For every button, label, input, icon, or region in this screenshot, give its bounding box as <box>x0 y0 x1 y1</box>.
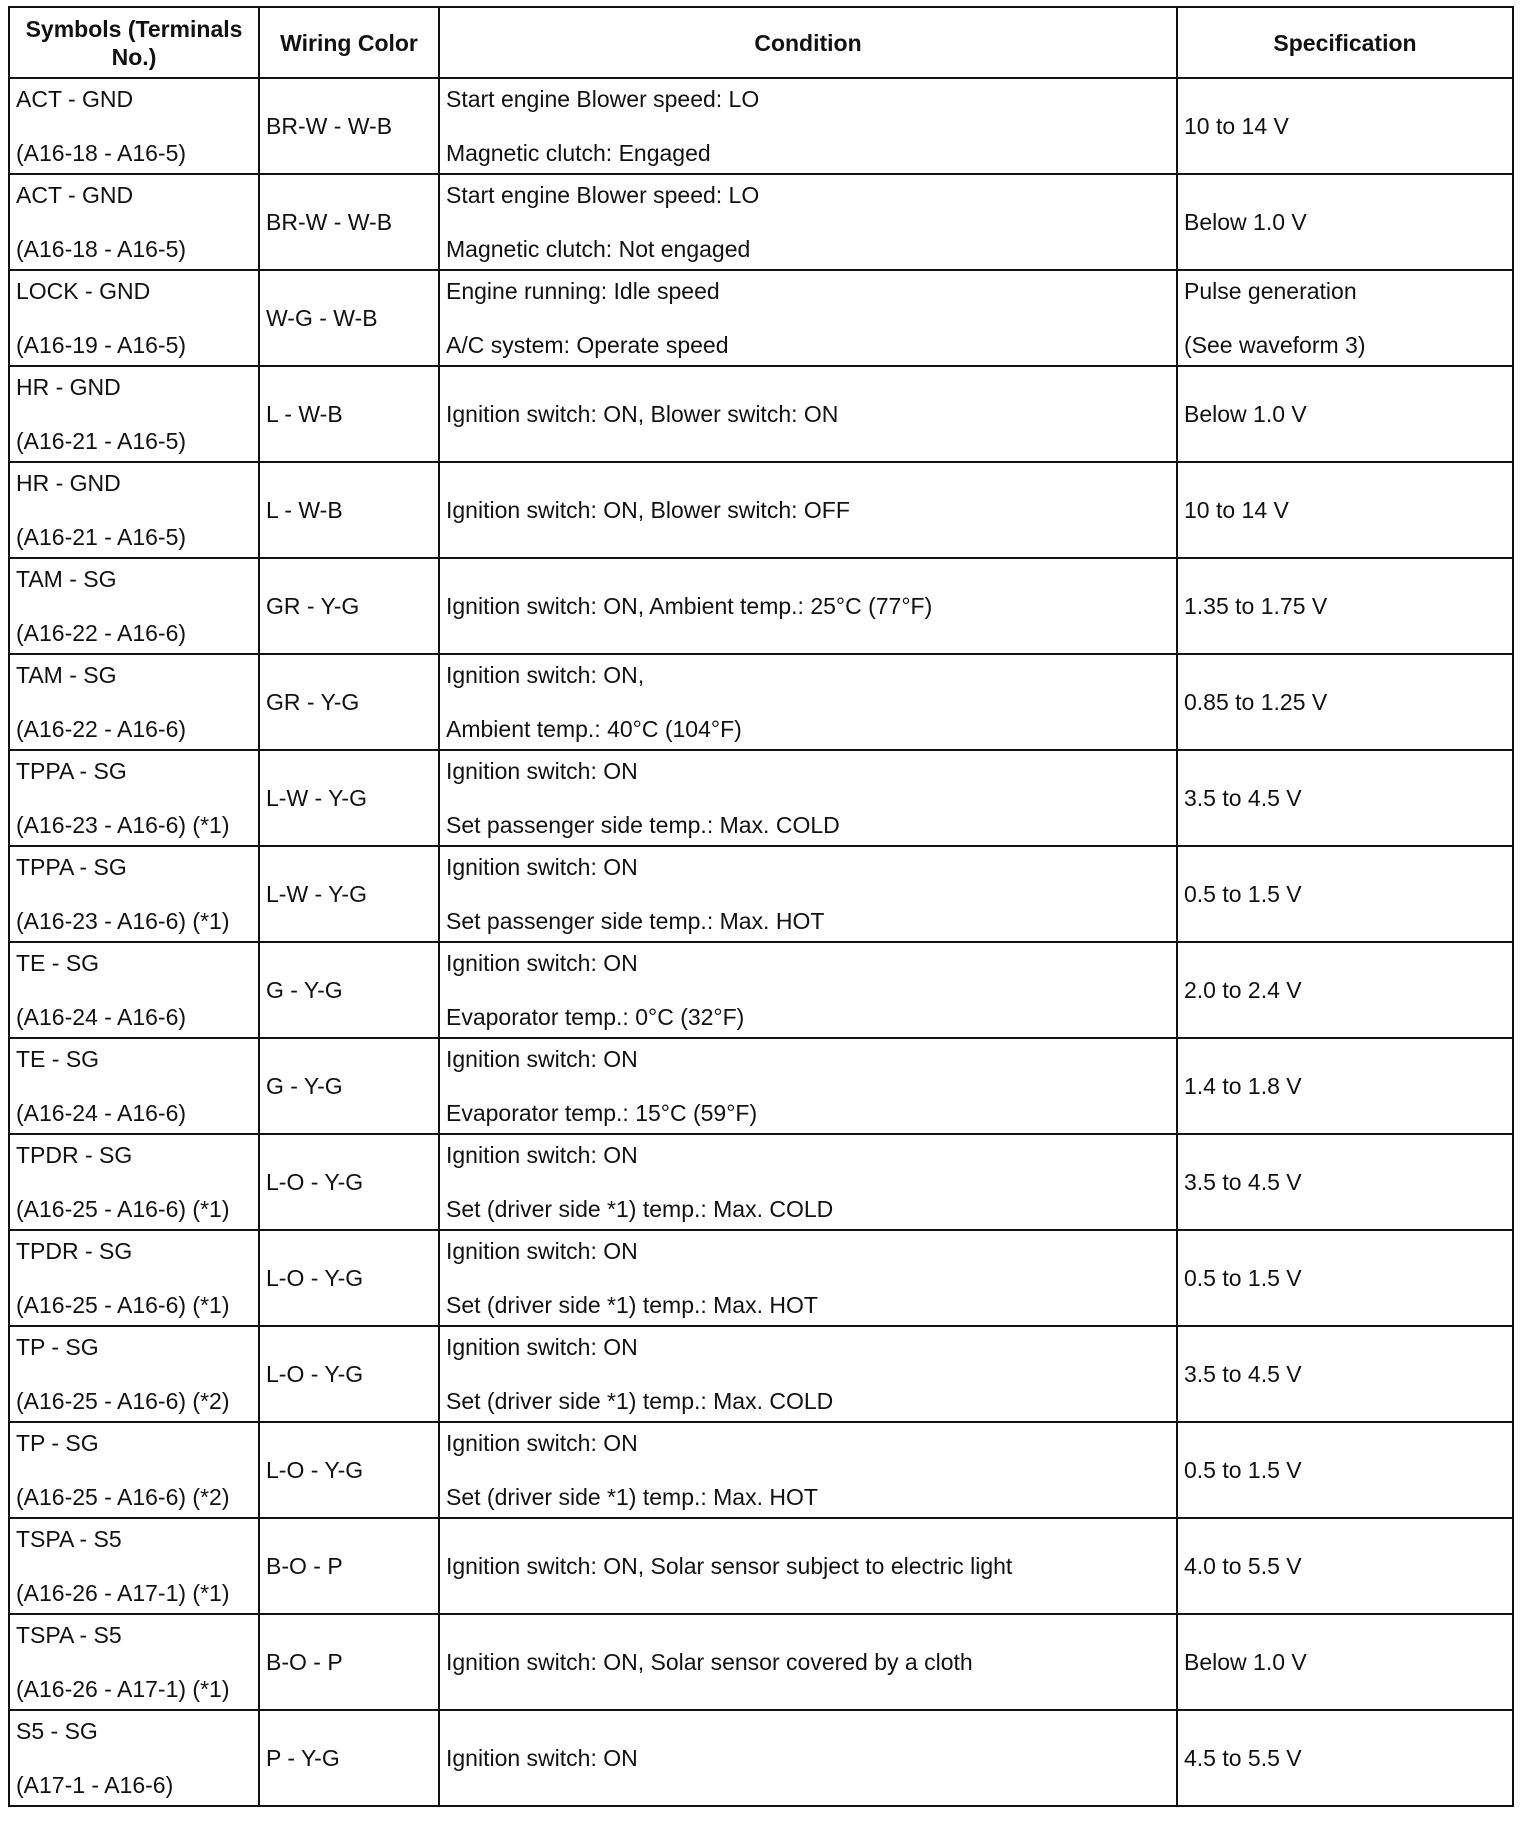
cell-wiring-color <box>259 1134 439 1230</box>
table-row <box>9 462 1513 558</box>
condition-line-1: Ignition switch: ON <box>446 1238 638 1264</box>
condition-line-1: Ignition switch: ON, Solar sensor covered by a cloth <box>446 1649 973 1675</box>
cell-wiring-color <box>259 78 439 174</box>
specification-line-1: 2.0 to 2.4 V <box>1184 977 1302 1003</box>
table-row <box>9 942 1513 1038</box>
wiring-color-line-1: GR - Y-G <box>266 689 360 715</box>
cell-condition <box>439 1422 1177 1518</box>
cell-condition <box>439 174 1177 270</box>
symbols-line-1: TPPA - SG <box>16 854 127 880</box>
header-symbols: Symbols (Terminals No.) <box>9 7 259 78</box>
symbols-line-1: TP - SG <box>16 1430 99 1456</box>
table-row <box>9 270 1513 366</box>
symbols-line-2: (A16-22 - A16-6) <box>16 716 187 742</box>
table-row <box>9 1710 1513 1806</box>
wiring-color-line-1: L-O - Y-G <box>266 1361 364 1387</box>
symbols-line-2: (A16-23 - A16-6) (*1) <box>16 908 230 934</box>
table-row <box>9 558 1513 654</box>
cell-wiring-color <box>259 558 439 654</box>
condition-line-2: Magnetic clutch: Engaged <box>446 140 711 166</box>
specification-line-1: Below 1.0 V <box>1184 1649 1307 1675</box>
cell-symbols <box>9 78 259 174</box>
cell-specification <box>1177 1614 1513 1710</box>
symbols-line-2: (A16-18 - A16-5) <box>16 236 187 262</box>
cell-wiring-color <box>259 654 439 750</box>
symbols-line-1: S5 - SG <box>16 1718 98 1744</box>
table-row <box>9 1518 1513 1614</box>
cell-specification <box>1177 846 1513 942</box>
condition-line-1: Engine running: Idle speed <box>446 278 720 304</box>
table-row <box>9 846 1513 942</box>
condition-line-1: Ignition switch: ON <box>446 1046 638 1072</box>
cell-condition <box>439 78 1177 174</box>
symbols-line-2: (A16-25 - A16-6) (*1) <box>16 1292 230 1318</box>
table-row <box>9 1038 1513 1134</box>
wiring-color-line-1: BR-W - W-B <box>266 113 393 139</box>
wiring-color-line-1: BR-W - W-B <box>266 209 393 235</box>
condition-line-1: Ignition switch: ON <box>446 1142 638 1168</box>
symbols-line-1: HR - GND <box>16 470 121 496</box>
cell-condition <box>439 366 1177 462</box>
specification-line-1: 0.5 to 1.5 V <box>1184 881 1302 907</box>
symbols-line-2: (A16-25 - A16-6) (*1) <box>16 1196 230 1222</box>
cell-specification <box>1177 270 1513 366</box>
symbols-line-1: TAM - SG <box>16 566 117 592</box>
cell-specification <box>1177 1230 1513 1326</box>
wiring-color-line-1: W-G - W-B <box>266 305 378 331</box>
wiring-color-line-1: B-O - P <box>266 1649 343 1675</box>
table-row <box>9 1326 1513 1422</box>
condition-line-2: Set (driver side *1) temp.: Max. HOT <box>446 1292 818 1318</box>
cell-symbols <box>9 846 259 942</box>
cell-wiring-color <box>259 174 439 270</box>
cell-specification <box>1177 1518 1513 1614</box>
cell-symbols <box>9 1518 259 1614</box>
symbols-line-2: (A16-25 - A16-6) (*2) <box>16 1388 230 1414</box>
wiring-color-line-1: G - Y-G <box>266 1073 343 1099</box>
symbols-line-2: (A16-25 - A16-6) (*2) <box>16 1484 230 1510</box>
cell-wiring-color <box>259 1230 439 1326</box>
cell-symbols <box>9 462 259 558</box>
cell-specification <box>1177 174 1513 270</box>
condition-line-1: Ignition switch: ON, Blower switch: OFF <box>446 497 850 523</box>
cell-specification <box>1177 654 1513 750</box>
cell-symbols <box>9 654 259 750</box>
cell-symbols <box>9 1326 259 1422</box>
specification-table <box>8 6 1514 1807</box>
symbols-line-1: TE - SG <box>16 1046 100 1072</box>
symbols-line-1: TP - SG <box>16 1334 99 1360</box>
specification-line-1: Below 1.0 V <box>1184 209 1307 235</box>
wiring-color-line-1: L-O - Y-G <box>266 1265 364 1291</box>
condition-line-2: Magnetic clutch: Not engaged <box>446 236 751 262</box>
condition-line-2: Set (driver side *1) temp.: Max. COLD <box>446 1388 834 1414</box>
table-row <box>9 1614 1513 1710</box>
symbols-line-2: (A17-1 - A16-6) <box>16 1772 174 1798</box>
cell-wiring-color <box>259 942 439 1038</box>
table-row <box>9 78 1513 174</box>
cell-condition <box>439 270 1177 366</box>
symbols-line-2: (A16-26 - A17-1) (*1) <box>16 1580 230 1606</box>
header-specification: Specification <box>1177 7 1513 78</box>
cell-specification <box>1177 558 1513 654</box>
specification-line-1: 10 to 14 V <box>1184 497 1289 523</box>
cell-condition <box>439 558 1177 654</box>
specification-line-1: 3.5 to 4.5 V <box>1184 785 1302 811</box>
cell-wiring-color <box>259 1422 439 1518</box>
table-row <box>9 1134 1513 1230</box>
cell-symbols <box>9 750 259 846</box>
cell-condition <box>439 942 1177 1038</box>
cell-condition <box>439 654 1177 750</box>
table-row <box>9 174 1513 270</box>
table-row <box>9 654 1513 750</box>
cell-wiring-color <box>259 1614 439 1710</box>
cell-condition <box>439 1230 1177 1326</box>
symbols-line-2: (A16-24 - A16-6) <box>16 1004 187 1030</box>
cell-symbols <box>9 1422 259 1518</box>
condition-line-1: Ignition switch: ON, Solar sensor subject to electric light <box>446 1553 1013 1579</box>
table-row <box>9 1422 1513 1518</box>
cell-wiring-color <box>259 750 439 846</box>
specification-line-1: Below 1.0 V <box>1184 401 1307 427</box>
cell-wiring-color <box>259 1710 439 1806</box>
condition-line-2: Set passenger side temp.: Max. COLD <box>446 812 840 838</box>
symbols-line-1: TPPA - SG <box>16 758 127 784</box>
symbols-line-2: (A16-21 - A16-5) <box>16 524 187 550</box>
condition-line-2: Ambient temp.: 40°C (104°F) <box>446 716 742 742</box>
condition-line-1: Start engine Blower speed: LO <box>446 182 760 208</box>
condition-line-1: Ignition switch: ON, Ambient temp.: 25°C (77°F) <box>446 593 933 619</box>
cell-specification <box>1177 366 1513 462</box>
wiring-color-line-1: G - Y-G <box>266 977 343 1003</box>
cell-symbols <box>9 1614 259 1710</box>
condition-line-2: Evaporator temp.: 0°C (32°F) <box>446 1004 745 1030</box>
specification-line-1: 3.5 to 4.5 V <box>1184 1361 1302 1387</box>
header-row <box>9 7 1513 78</box>
cell-wiring-color <box>259 1038 439 1134</box>
cell-condition <box>439 1134 1177 1230</box>
condition-line-1: Ignition switch: ON, <box>446 662 645 688</box>
symbols-line-2: (A16-19 - A16-5) <box>16 332 187 358</box>
cell-specification <box>1177 1038 1513 1134</box>
cell-symbols <box>9 1710 259 1806</box>
cell-symbols <box>9 1230 259 1326</box>
specification-line-1: 4.5 to 5.5 V <box>1184 1745 1302 1771</box>
cell-specification <box>1177 1422 1513 1518</box>
specification-line-1: 10 to 14 V <box>1184 113 1289 139</box>
condition-line-1: Ignition switch: ON <box>446 950 638 976</box>
cell-condition <box>439 462 1177 558</box>
cell-condition <box>439 1326 1177 1422</box>
cell-condition <box>439 750 1177 846</box>
symbols-line-1: HR - GND <box>16 374 121 400</box>
cell-wiring-color <box>259 1518 439 1614</box>
condition-line-1: Ignition switch: ON, Blower switch: ON <box>446 401 839 427</box>
symbols-line-2: (A16-21 - A16-5) <box>16 428 187 454</box>
specification-line-1: 3.5 to 4.5 V <box>1184 1169 1302 1195</box>
wiring-color-line-1: B-O - P <box>266 1553 343 1579</box>
symbols-line-2: (A16-23 - A16-6) (*1) <box>16 812 230 838</box>
cell-specification <box>1177 1326 1513 1422</box>
header-wiring-color: Wiring Color <box>259 7 439 78</box>
cell-symbols <box>9 174 259 270</box>
symbols-line-1: TAM - SG <box>16 662 117 688</box>
condition-line-1: Ignition switch: ON <box>446 758 638 784</box>
wiring-color-line-1: L-W - Y-G <box>266 881 367 907</box>
symbols-line-2: (A16-26 - A17-1) (*1) <box>16 1676 230 1702</box>
specification-line-1: Pulse generation <box>1184 278 1357 304</box>
cell-symbols <box>9 558 259 654</box>
condition-line-2: A/C system: Operate speed <box>446 332 729 358</box>
cell-condition <box>439 1710 1177 1806</box>
wiring-color-line-1: L - W-B <box>266 497 343 523</box>
specification-line-1: 0.85 to 1.25 V <box>1184 689 1328 715</box>
condition-line-1: Ignition switch: ON <box>446 854 638 880</box>
header-condition: Condition <box>439 7 1177 78</box>
table-row <box>9 366 1513 462</box>
cell-symbols <box>9 1038 259 1134</box>
condition-line-1: Start engine Blower speed: LO <box>446 86 760 112</box>
wiring-color-line-1: L-W - Y-G <box>266 785 367 811</box>
specification-line-1: 4.0 to 5.5 V <box>1184 1553 1302 1579</box>
table-body <box>9 78 1513 1806</box>
wiring-color-line-1: P - Y-G <box>266 1745 340 1771</box>
cell-wiring-color <box>259 846 439 942</box>
condition-line-1: Ignition switch: ON <box>446 1745 638 1771</box>
specification-line-1: 0.5 to 1.5 V <box>1184 1265 1302 1291</box>
cell-condition <box>439 1518 1177 1614</box>
cell-symbols <box>9 942 259 1038</box>
cell-condition <box>439 846 1177 942</box>
cell-wiring-color <box>259 270 439 366</box>
wiring-color-line-1: L-O - Y-G <box>266 1457 364 1483</box>
cell-specification <box>1177 1710 1513 1806</box>
condition-line-2: Evaporator temp.: 15°C (59°F) <box>446 1100 758 1126</box>
cell-specification <box>1177 78 1513 174</box>
cell-symbols <box>9 1134 259 1230</box>
cell-wiring-color <box>259 366 439 462</box>
table-row <box>9 1230 1513 1326</box>
cell-specification <box>1177 462 1513 558</box>
wiring-color-line-1: GR - Y-G <box>266 593 360 619</box>
condition-line-1: Ignition switch: ON <box>446 1334 638 1360</box>
symbols-line-1: ACT - GND <box>16 86 134 112</box>
symbols-line-1: TSPA - S5 <box>16 1526 122 1552</box>
cell-symbols <box>9 366 259 462</box>
specification-line-1: 1.4 to 1.8 V <box>1184 1073 1302 1099</box>
symbols-line-1: TPDR - SG <box>16 1142 133 1168</box>
condition-line-1: Ignition switch: ON <box>446 1430 638 1456</box>
cell-condition <box>439 1038 1177 1134</box>
symbols-line-2: (A16-18 - A16-5) <box>16 140 187 166</box>
cell-specification <box>1177 942 1513 1038</box>
specification-line-2: (See waveform 3) <box>1184 332 1366 358</box>
symbols-line-1: ACT - GND <box>16 182 134 208</box>
wiring-color-line-1: L - W-B <box>266 401 343 427</box>
specification-line-1: 0.5 to 1.5 V <box>1184 1457 1302 1483</box>
cell-specification <box>1177 750 1513 846</box>
symbols-line-2: (A16-22 - A16-6) <box>16 620 187 646</box>
table-row <box>9 750 1513 846</box>
symbols-line-1: LOCK - GND <box>16 278 151 304</box>
cell-condition <box>439 1614 1177 1710</box>
cell-symbols <box>9 270 259 366</box>
wiring-color-line-1: L-O - Y-G <box>266 1169 364 1195</box>
symbols-line-1: TE - SG <box>16 950 100 976</box>
condition-line-2: Set passenger side temp.: Max. HOT <box>446 908 825 934</box>
cell-specification <box>1177 1134 1513 1230</box>
cell-wiring-color <box>259 1326 439 1422</box>
symbols-line-1: TSPA - S5 <box>16 1622 122 1648</box>
cell-wiring-color <box>259 462 439 558</box>
specification-line-1: 1.35 to 1.75 V <box>1184 593 1328 619</box>
symbols-line-1: TPDR - SG <box>16 1238 133 1264</box>
condition-line-2: Set (driver side *1) temp.: Max. HOT <box>446 1484 818 1510</box>
symbols-line-2: (A16-24 - A16-6) <box>16 1100 187 1126</box>
condition-line-2: Set (driver side *1) temp.: Max. COLD <box>446 1196 834 1222</box>
